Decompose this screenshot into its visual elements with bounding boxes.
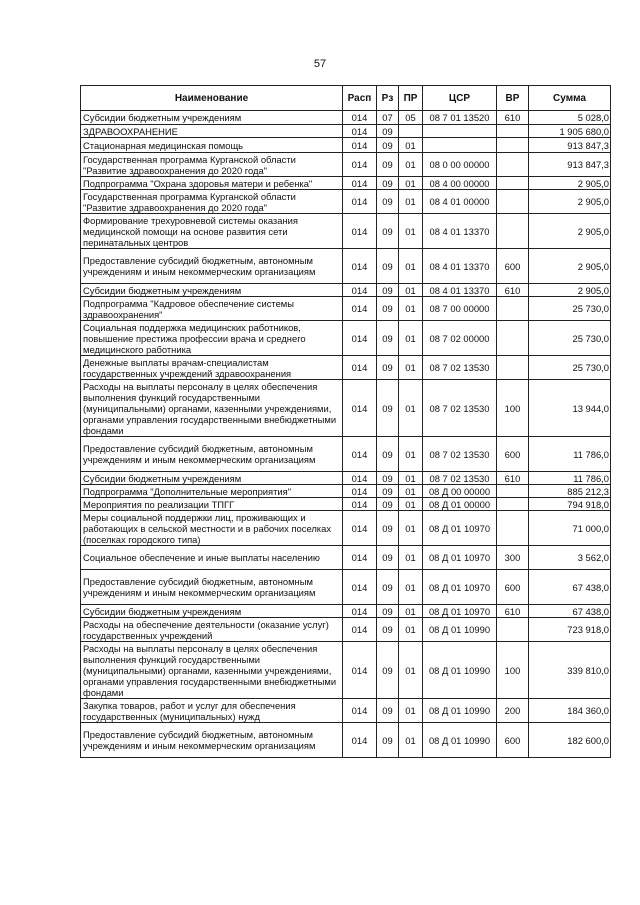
cell-rasp: 014 [343, 138, 377, 153]
cell-rasp: 014 [343, 605, 377, 618]
cell-vr: 600 [497, 437, 529, 472]
cell-rz: 07 [377, 111, 399, 125]
cell-csr: 08 4 01 13370 [423, 249, 497, 284]
cell-pr: 01 [399, 498, 423, 511]
cell-pr: 01 [399, 472, 423, 485]
header-rz: Рз [377, 86, 399, 111]
cell-csr: 08 4 01 13370 [423, 214, 497, 249]
cell-pr: 01 [399, 214, 423, 249]
cell-pr: 01 [399, 485, 423, 498]
cell-rasp: 014 [343, 723, 377, 758]
cell-rz: 09 [377, 380, 399, 437]
cell-pr: 01 [399, 699, 423, 723]
table-row [81, 111, 611, 125]
cell-rasp: 014 [343, 190, 377, 214]
cell-vr: 100 [497, 642, 529, 699]
cell-csr: 08 Д 01 10990 [423, 699, 497, 723]
table-header [81, 86, 611, 111]
cell-pr: 01 [399, 723, 423, 758]
cell-rz: 09 [377, 605, 399, 618]
table-row [81, 699, 611, 723]
cell-pr: 01 [399, 380, 423, 437]
header-name: Наименование [81, 86, 343, 111]
cell-csr [423, 125, 497, 138]
cell-name: Предоставление субсидий бюджетным, автономным учреждениям и иным некоммерческим организациям [81, 570, 343, 605]
cell-rasp: 014 [343, 177, 377, 190]
cell-name: ЗДРАВООХРАНЕНИЕ [81, 125, 343, 138]
cell-rz: 09 [377, 472, 399, 485]
cell-pr: 01 [399, 546, 423, 570]
cell-name: Государственная программа Курганской области "Развитие здравоохранения до 2020 года" [81, 153, 343, 177]
cell-csr: 08 Д 01 10990 [423, 618, 497, 642]
cell-vr [497, 297, 529, 321]
cell-rasp: 014 [343, 472, 377, 485]
cell-vr [497, 177, 529, 190]
cell-sum: 2 905,0 [529, 284, 611, 297]
cell-name: Субсидии бюджетным учреждениям [81, 472, 343, 485]
cell-sum: 25 730,0 [529, 297, 611, 321]
cell-name: Социальное обеспечение и иные выплаты населению [81, 546, 343, 570]
header-pr: ПР [399, 86, 423, 111]
table-row [81, 125, 611, 138]
cell-name: Субсидии бюджетным учреждениям [81, 605, 343, 618]
cell-name: Предоставление субсидий бюджетным, автономным учреждениям и иным некоммерческим организациям [81, 437, 343, 472]
header-sum: Сумма [529, 86, 611, 111]
cell-rz: 09 [377, 485, 399, 498]
cell-sum: 67 438,0 [529, 605, 611, 618]
cell-sum: 913 847,3 [529, 153, 611, 177]
cell-pr: 01 [399, 642, 423, 699]
cell-vr [497, 356, 529, 380]
cell-vr [497, 190, 529, 214]
table-row [81, 437, 611, 472]
cell-csr: 08 Д 01 10970 [423, 511, 497, 546]
cell-sum: 885 212,3 [529, 485, 611, 498]
cell-vr [497, 485, 529, 498]
cell-name: Субсидии бюджетным учреждениям [81, 284, 343, 297]
cell-vr [497, 321, 529, 356]
cell-rasp: 014 [343, 546, 377, 570]
budget-table [80, 85, 611, 758]
cell-rasp: 014 [343, 380, 377, 437]
cell-rz: 09 [377, 214, 399, 249]
table-row [81, 618, 611, 642]
cell-csr: 08 Д 01 10970 [423, 605, 497, 618]
cell-pr: 01 [399, 321, 423, 356]
table-row [81, 605, 611, 618]
cell-rz: 09 [377, 570, 399, 605]
table-row [81, 642, 611, 699]
cell-vr [497, 153, 529, 177]
table-row [81, 546, 611, 570]
table-row [81, 214, 611, 249]
header-vr: ВР [497, 86, 529, 111]
cell-vr [497, 214, 529, 249]
cell-pr: 01 [399, 356, 423, 380]
cell-rasp: 014 [343, 642, 377, 699]
cell-pr: 01 [399, 190, 423, 214]
table-row [81, 321, 611, 356]
cell-sum: 2 905,0 [529, 177, 611, 190]
cell-pr: 01 [399, 249, 423, 284]
cell-vr [497, 125, 529, 138]
cell-csr: 08 Д 01 10990 [423, 642, 497, 699]
table-row [81, 380, 611, 437]
table-row [81, 138, 611, 153]
cell-sum: 13 944,0 [529, 380, 611, 437]
cell-name: Стационарная медицинская помощь [81, 138, 343, 153]
cell-rz: 09 [377, 356, 399, 380]
table-row [81, 177, 611, 190]
cell-sum: 339 810,0 [529, 642, 611, 699]
cell-rz: 09 [377, 125, 399, 138]
cell-vr: 300 [497, 546, 529, 570]
cell-vr: 610 [497, 111, 529, 125]
cell-sum: 182 600,0 [529, 723, 611, 758]
cell-csr: 08 7 00 00000 [423, 297, 497, 321]
cell-name: Государственная программа Курганской области "Развитие здравоохранения до 2020 года" [81, 190, 343, 214]
cell-vr: 610 [497, 284, 529, 297]
cell-sum: 67 438,0 [529, 570, 611, 605]
cell-csr: 08 Д 01 10970 [423, 546, 497, 570]
cell-vr: 600 [497, 723, 529, 758]
cell-rz: 09 [377, 190, 399, 214]
cell-csr: 08 Д 01 10990 [423, 723, 497, 758]
cell-rz: 09 [377, 642, 399, 699]
cell-rasp: 014 [343, 125, 377, 138]
cell-pr: 01 [399, 153, 423, 177]
cell-csr: 08 7 02 13530 [423, 437, 497, 472]
cell-rasp: 014 [343, 297, 377, 321]
cell-csr: 08 7 02 13530 [423, 356, 497, 380]
cell-rasp: 014 [343, 356, 377, 380]
cell-name: Социальная поддержка медицинских работников, повышение престижа профессии врача и среднего медицинского работника [81, 321, 343, 356]
cell-csr: 08 7 01 13520 [423, 111, 497, 125]
table-row [81, 485, 611, 498]
cell-name: Закупка товаров, работ и услуг для обеспечения государственных (муниципальных) нужд [81, 699, 343, 723]
header-csr: ЦСР [423, 86, 497, 111]
table-row [81, 249, 611, 284]
cell-vr: 600 [497, 249, 529, 284]
cell-rz: 09 [377, 138, 399, 153]
cell-pr: 01 [399, 437, 423, 472]
cell-vr [497, 618, 529, 642]
cell-pr: 01 [399, 605, 423, 618]
cell-rz: 09 [377, 498, 399, 511]
cell-name: Подпрограмма "Охрана здоровья матери и ребенка" [81, 177, 343, 190]
cell-rasp: 014 [343, 437, 377, 472]
table-row [81, 356, 611, 380]
cell-name: Формирование трехуровневой системы оказания медицинской помощи на основе развития сети перинатальных центров [81, 214, 343, 249]
cell-name: Меры социальной поддержки лиц, проживающих и работающих в сельской местности и в рабочих поселках (поселках городского типа) [81, 511, 343, 546]
cell-csr: 08 Д 01 10970 [423, 570, 497, 605]
cell-rz: 09 [377, 284, 399, 297]
table-row [81, 153, 611, 177]
cell-pr [399, 125, 423, 138]
cell-rasp: 014 [343, 249, 377, 284]
cell-name: Расходы на обеспечение деятельности (оказание услуг) государственных учреждений [81, 618, 343, 642]
cell-rz: 09 [377, 297, 399, 321]
cell-rasp: 014 [343, 284, 377, 297]
cell-csr: 08 Д 00 00000 [423, 485, 497, 498]
cell-vr: 100 [497, 380, 529, 437]
cell-sum: 2 905,0 [529, 190, 611, 214]
cell-rasp: 014 [343, 498, 377, 511]
cell-sum: 1 905 680,0 [529, 125, 611, 138]
cell-name: Подпрограмма "Дополнительные мероприятия" [81, 485, 343, 498]
cell-rasp: 014 [343, 214, 377, 249]
cell-pr: 01 [399, 570, 423, 605]
cell-sum: 184 360,0 [529, 699, 611, 723]
cell-name: Субсидии бюджетным учреждениям [81, 111, 343, 125]
cell-rasp: 014 [343, 511, 377, 546]
cell-rz: 09 [377, 321, 399, 356]
cell-rz: 09 [377, 618, 399, 642]
cell-vr: 610 [497, 605, 529, 618]
table-body [81, 111, 611, 758]
table-row [81, 472, 611, 485]
cell-rasp: 014 [343, 321, 377, 356]
cell-name: Мероприятия по реализации ТПГГ [81, 498, 343, 511]
cell-sum: 913 847,3 [529, 138, 611, 153]
cell-rz: 09 [377, 177, 399, 190]
cell-pr: 01 [399, 284, 423, 297]
cell-csr: 08 4 01 00000 [423, 190, 497, 214]
cell-pr: 01 [399, 177, 423, 190]
cell-name: Предоставление субсидий бюджетным, автономным учреждениям и иным некоммерческим организациям [81, 249, 343, 284]
cell-pr: 01 [399, 618, 423, 642]
cell-csr: 08 4 00 00000 [423, 177, 497, 190]
cell-csr: 08 7 02 13530 [423, 380, 497, 437]
cell-sum: 11 786,0 [529, 472, 611, 485]
cell-vr: 200 [497, 699, 529, 723]
cell-pr: 01 [399, 297, 423, 321]
cell-rz: 09 [377, 723, 399, 758]
header-rasp: Расп [343, 86, 377, 111]
cell-sum: 2 905,0 [529, 249, 611, 284]
cell-pr: 01 [399, 138, 423, 153]
cell-name: Расходы на выплаты персоналу в целях обеспечения выполнения функций государственными (муниципальными) органами, казенными учреждениями, органами управления государственными внебюджетными фондами [81, 380, 343, 437]
cell-sum: 71 000,0 [529, 511, 611, 546]
cell-rz: 09 [377, 437, 399, 472]
cell-sum: 723 918,0 [529, 618, 611, 642]
cell-csr: 08 Д 01 00000 [423, 498, 497, 511]
cell-sum: 11 786,0 [529, 437, 611, 472]
cell-csr [423, 138, 497, 153]
table-row [81, 284, 611, 297]
cell-rasp: 014 [343, 699, 377, 723]
cell-rasp: 014 [343, 153, 377, 177]
cell-rz: 09 [377, 511, 399, 546]
cell-rz: 09 [377, 153, 399, 177]
cell-vr [497, 138, 529, 153]
table-row [81, 511, 611, 546]
cell-rasp: 014 [343, 111, 377, 125]
cell-sum: 25 730,0 [529, 356, 611, 380]
cell-name: Подпрограмма "Кадровое обеспечение системы здравоохранения" [81, 297, 343, 321]
cell-csr: 08 7 02 13530 [423, 472, 497, 485]
cell-name: Денежные выплаты врачам-специалистам государственных учреждений здравоохранения [81, 356, 343, 380]
page-number: 57 [313, 58, 327, 70]
cell-pr: 05 [399, 111, 423, 125]
cell-rasp: 014 [343, 570, 377, 605]
table-row [81, 723, 611, 758]
cell-pr: 01 [399, 511, 423, 546]
cell-rz: 09 [377, 546, 399, 570]
cell-rz: 09 [377, 249, 399, 284]
table-row [81, 498, 611, 511]
cell-sum: 3 562,0 [529, 546, 611, 570]
cell-rasp: 014 [343, 618, 377, 642]
cell-csr: 08 0 00 00000 [423, 153, 497, 177]
cell-rz: 09 [377, 699, 399, 723]
cell-csr: 08 4 01 13370 [423, 284, 497, 297]
cell-vr [497, 511, 529, 546]
cell-vr [497, 498, 529, 511]
table-row [81, 190, 611, 214]
cell-sum: 5 028,0 [529, 111, 611, 125]
cell-rasp: 014 [343, 485, 377, 498]
cell-name: Предоставление субсидий бюджетным, автономным учреждениям и иным некоммерческим организациям [81, 723, 343, 758]
cell-csr: 08 7 02 00000 [423, 321, 497, 356]
cell-sum: 2 905,0 [529, 214, 611, 249]
table-row [81, 297, 611, 321]
cell-vr: 600 [497, 570, 529, 605]
cell-sum: 794 918,0 [529, 498, 611, 511]
table-row [81, 570, 611, 605]
cell-name: Расходы на выплаты персоналу в целях обеспечения выполнения функций государственными (муниципальными) органами, казенными учреждениями, органами управления государственными внебюджетными фондами [81, 642, 343, 699]
cell-vr: 610 [497, 472, 529, 485]
cell-sum: 25 730,0 [529, 321, 611, 356]
